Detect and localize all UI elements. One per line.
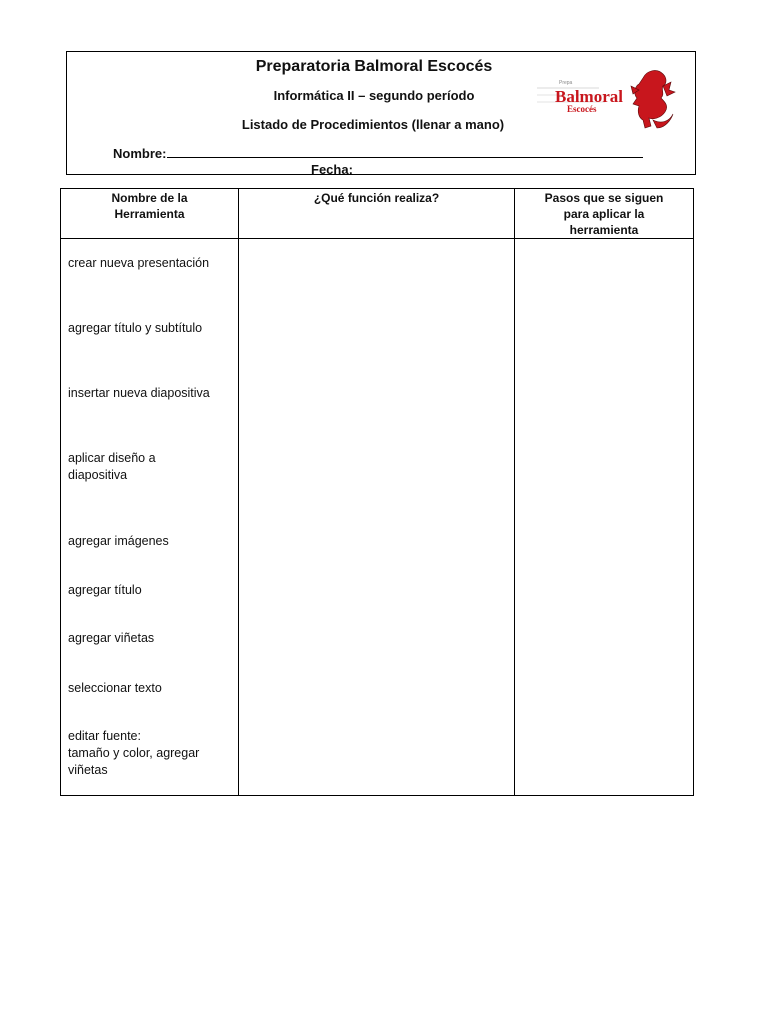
- name-blank-line: [167, 145, 643, 158]
- lion-rampant-icon: [631, 71, 675, 128]
- date-field: [311, 162, 353, 175]
- tool-item: agregar viñetas: [68, 631, 155, 645]
- tool-item: agregar imágenes: [68, 534, 169, 548]
- tool-item: agregar título: [68, 583, 142, 597]
- tool-item: agregar título y subtítulo: [68, 321, 203, 335]
- date-label: Fecha:: [311, 162, 353, 175]
- table-header-row: [61, 189, 694, 239]
- function-answer-cell[interactable]: [239, 239, 515, 796]
- steps-answer-cell[interactable]: [515, 239, 694, 796]
- tool-item: insertar nueva diapositiva: [68, 386, 210, 400]
- school-title: Preparatoria Balmoral Escocés: [255, 58, 493, 75]
- column-header-steps: Pasos que se siguen para aplicar la herramienta: [515, 189, 694, 239]
- tool-names-cell: [61, 239, 239, 796]
- logo-small-text: Prepa: [559, 80, 573, 86]
- procedures-table: [60, 188, 694, 796]
- column-header-function: ¿Qué función realiza?: [239, 189, 515, 239]
- list-title: Listado de Procedimientos (llenar a mano): [241, 117, 505, 132]
- tool-item: editar fuente: tamaño y color, agregar viñetas: [68, 729, 200, 777]
- tool-item: crear nueva presentación: [68, 256, 210, 270]
- tool-item: aplicar diseño a diapositiva: [68, 451, 156, 482]
- header-box: [66, 51, 696, 175]
- table-body-row: [61, 239, 694, 796]
- name-label: Nombre:: [113, 146, 167, 161]
- logo-main-text: Balmoral: [555, 87, 623, 106]
- course-subtitle: Informática II – segundo período: [273, 88, 475, 103]
- column-header-tool: Nombre de la Herramienta: [61, 189, 239, 239]
- logo-sub-text: Escocés: [567, 104, 597, 114]
- tool-item: seleccionar texto: [68, 681, 162, 695]
- school-logo: [533, 64, 677, 136]
- name-field: [113, 145, 643, 161]
